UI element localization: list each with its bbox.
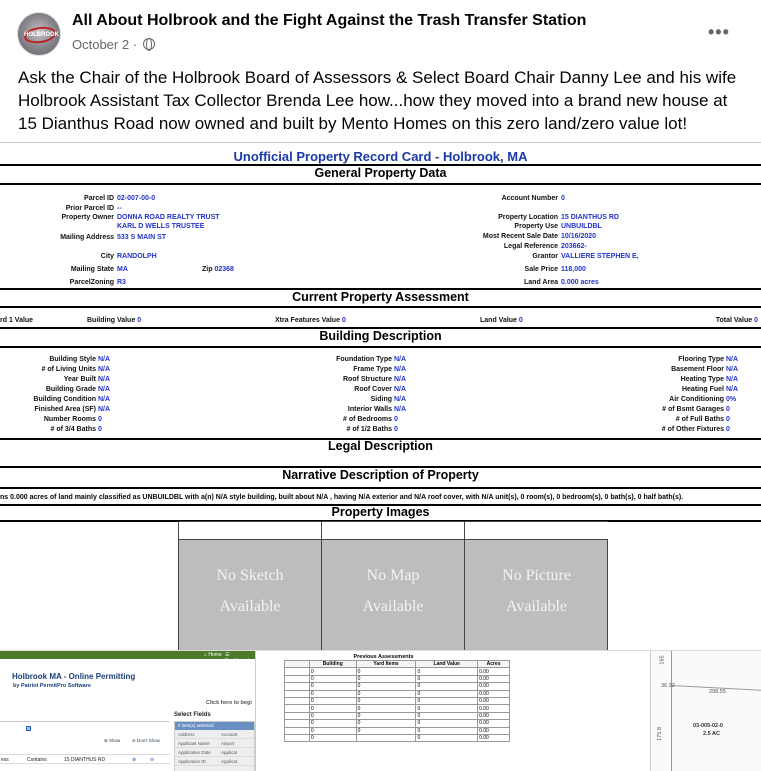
group-name-link[interactable]: All About Holbrook and the Fight Against the Trash Transfer Station: [72, 12, 587, 29]
table-cell: [285, 675, 310, 682]
prev-assess-header: Yard Items: [356, 661, 416, 668]
permitting-screenshot[interactable]: [0, 651, 255, 771]
table-cell: 0.00: [478, 683, 510, 690]
prev-assess-header: Acres: [478, 661, 510, 668]
table-cell: 0.00: [478, 734, 510, 741]
zip-field: [202, 266, 234, 273]
field-label: Zip: [202, 266, 213, 273]
field-value: 0: [341, 317, 346, 324]
section-images: Property Images: [331, 505, 430, 519]
field-label: Legal Reference: [503, 243, 558, 250]
field-value: N/A: [98, 406, 111, 413]
field-value: N/A: [726, 356, 739, 363]
section-assessment: Current Property Assessment: [292, 290, 469, 304]
table-cell: 0: [309, 697, 356, 704]
prev-assess-title: Previous Assessments: [353, 654, 414, 660]
group-avatar[interactable]: [17, 12, 61, 56]
field-value: N/A: [394, 376, 407, 383]
panel-row: [175, 739, 254, 748]
panel-row-b: Applicat: [221, 750, 238, 755]
search-row: [0, 754, 170, 764]
card-title: Unofficial Property Record Card - Holbrook, MA: [233, 149, 528, 164]
table-cell: 0: [416, 734, 478, 741]
field-value: KARL D WELLS TRUSTEE: [117, 223, 205, 230]
field-label: City: [100, 253, 114, 260]
assessment-field: [716, 317, 758, 324]
field-value: 0: [754, 317, 758, 324]
table-cell: [285, 697, 310, 704]
field-label: Sale Price: [524, 266, 558, 273]
post-header: [0, 0, 761, 60]
field-label: # of Bedrooms: [342, 416, 392, 423]
table-cell: 0: [416, 683, 478, 690]
table-cell: 0: [309, 712, 356, 719]
map-label: 36.32: [661, 683, 675, 689]
panel-row-b: Airport: [221, 741, 235, 746]
panel-row-a: Applicant Name: [178, 741, 210, 746]
field-label: # of 3/4 Baths: [50, 426, 96, 433]
post-date[interactable]: [72, 37, 155, 52]
show-label: ⊕ Show: [104, 738, 121, 743]
table-cell: 0: [416, 705, 478, 712]
table-cell: 0.00: [478, 675, 510, 682]
field-value: 0%: [726, 396, 737, 403]
assessment-field: [275, 317, 346, 324]
table-cell: 0.00: [478, 690, 510, 697]
field-value: N/A: [726, 366, 739, 373]
field-label: Most Recent Sale Date: [482, 233, 558, 240]
field-value: N/A: [394, 356, 407, 363]
field-label: Building Value: [87, 317, 136, 324]
table-cell: 0: [356, 690, 416, 697]
table-cell: 0.00: [478, 697, 510, 704]
table-cell: 0: [356, 697, 416, 704]
no-map-image: [322, 522, 465, 654]
assessment-field: [87, 317, 141, 324]
permitting-title: Holbrook MA - Online Permitting: [12, 672, 136, 681]
field-label: Xtra Features Value: [275, 317, 340, 324]
map-parcel-area: 2.5 AC: [703, 731, 720, 737]
table-row: [285, 668, 510, 675]
field-label: ParcelZoning: [69, 279, 114, 286]
field-value: N/A: [726, 376, 739, 383]
field-value: DONNA ROAD REALTY TRUST: [117, 214, 220, 221]
field-value: 0: [726, 406, 730, 413]
img-label-line2: Available: [505, 598, 567, 615]
table-cell: 0: [309, 675, 356, 682]
attached-images-row: [0, 650, 761, 771]
panel-header: # item(s) selected: [175, 722, 254, 730]
table-row: [285, 675, 510, 682]
table-cell: 0.00: [478, 705, 510, 712]
panel-row-a: Address: [178, 732, 195, 737]
table-cell: [285, 683, 310, 690]
img-label-line2: Available: [362, 598, 424, 615]
field-value: N/A: [394, 396, 407, 403]
parcel-line: [671, 651, 672, 771]
field-value: N/A: [394, 386, 407, 393]
field-value: 0: [518, 317, 523, 324]
img-label-line2: Available: [219, 598, 281, 615]
table-cell: 0: [356, 720, 416, 727]
field-value: VALLIERE STEPHEN E,: [561, 253, 639, 260]
field-label: Flooring Type: [678, 356, 724, 363]
field-value: N/A: [394, 406, 407, 413]
field-value: 0: [394, 426, 398, 433]
table-cell: 0: [356, 668, 416, 675]
table-cell: [285, 668, 310, 675]
table-cell: 0: [309, 705, 356, 712]
no-sketch-image: [179, 522, 322, 654]
nav-home: ⌂ Home: [204, 652, 222, 658]
field-label: Grantor: [532, 253, 558, 260]
field-value: 0: [394, 416, 398, 423]
field-label: Building Condition: [33, 396, 96, 403]
table-cell: 0: [356, 705, 416, 712]
divider: [0, 346, 761, 348]
table-cell: 0: [309, 734, 356, 741]
divider: [0, 183, 761, 185]
section-narrative: Narrative Description of Property: [282, 468, 479, 482]
field-label: Mailing Address: [60, 234, 114, 241]
section-legal: Legal Description: [328, 439, 433, 453]
field-label: Property Use: [514, 223, 558, 230]
field-value: N/A: [726, 386, 739, 393]
field-value: 0: [98, 426, 102, 433]
field-value: N/A: [98, 376, 111, 383]
prev-assess-table: [284, 660, 510, 742]
field-value: 118,000: [561, 266, 586, 273]
field-label: Interior Walls: [347, 406, 392, 413]
field-value: 0: [726, 426, 730, 433]
table-cell: 0: [416, 697, 478, 704]
table-cell: [285, 734, 310, 741]
table-cell: 0: [356, 712, 416, 719]
no-picture-image: [465, 522, 608, 654]
field-label: Building Grade: [45, 386, 96, 393]
field-label: Parcel ID: [84, 195, 114, 202]
field-label: Foundation Type: [336, 356, 392, 363]
field-label: Prior Parcel ID: [65, 205, 114, 212]
field-value: N/A: [98, 386, 111, 393]
field-value: RANDOLPH: [117, 253, 157, 260]
field-value: --: [117, 205, 122, 212]
table-cell: 0: [416, 668, 478, 675]
field-label: Property Owner: [61, 214, 114, 221]
field-value: 10/16/2020: [561, 233, 597, 240]
field-label: Mailing State: [70, 266, 114, 273]
field-value: UNBUILDBL: [561, 223, 602, 230]
field-label: Siding: [370, 396, 392, 403]
field-label: Heating Fuel: [681, 386, 724, 393]
map-parcel-id: 03-005-02-0: [693, 723, 723, 729]
panel-row-a: Application ID: [178, 759, 206, 764]
previous-assessments-screenshot[interactable]: [255, 651, 510, 771]
prev-assess-header: Land Value: [416, 661, 478, 668]
table-cell: 0.00: [478, 720, 510, 727]
permitting-subtitle: by Patriot PermitPro Software: [13, 683, 91, 689]
field-label: rd 1 Value: [0, 317, 34, 324]
table-row: [285, 720, 510, 727]
field-label: Land Area: [524, 279, 558, 286]
field-value: MA: [117, 266, 128, 273]
table-cell: 0: [309, 727, 356, 734]
table-cell: 0: [356, 727, 416, 734]
table-cell: 0: [309, 683, 356, 690]
table-cell: 0: [309, 668, 356, 675]
map-label: 165: [659, 655, 666, 665]
property-record-card[interactable]: [0, 142, 761, 650]
divider: [0, 487, 761, 489]
post-body: Ask the Chair of the Holbrook Board of Assessors & Select Board Chair Danny Lee and his wife Holbrook Assistant Tax Collector Brenda Lee how...how they moved into a brand new house at 15 Dianthus Road now owned and built by Mento Homes on this zero land/zero value lot!: [18, 68, 737, 133]
field-value: 0.000 acres: [561, 279, 599, 286]
map-label: 298.55: [709, 689, 726, 695]
field-value: 0: [726, 416, 730, 423]
field-label: Number Rooms: [43, 416, 96, 423]
search-value: 15 DIANTHUS RD: [64, 757, 106, 763]
field-label: Building Style: [49, 356, 96, 363]
select-fields-panel: [174, 721, 255, 771]
field-label: Roof Cover: [354, 386, 392, 393]
post-date-text: October 2 ·: [72, 37, 138, 52]
field-label: Basement Floor: [671, 366, 724, 373]
table-cell: 0.00: [478, 727, 510, 734]
assessment-field: [0, 317, 33, 324]
remove-icon: ⊖: [150, 757, 155, 763]
field-value: R3: [117, 279, 126, 286]
table-cell: [356, 734, 416, 741]
table-cell: [285, 712, 310, 719]
table-cell: 0: [356, 675, 416, 682]
img-label-line1: No Picture: [502, 567, 571, 584]
search-field: ess: [1, 757, 9, 763]
table-cell: 0.00: [478, 668, 510, 675]
field-label: Roof Structure: [343, 376, 392, 383]
field-label: Air Conditioning: [669, 396, 724, 403]
table-row: [285, 734, 510, 741]
avatar-text: HOLBROOK: [24, 32, 59, 38]
field-label: Account Number: [501, 195, 558, 202]
more-options-button[interactable]: •••: [708, 22, 730, 42]
panel-row-b: Applicat: [221, 759, 238, 764]
field-value: N/A: [98, 396, 111, 403]
panel-row: [175, 730, 254, 739]
field-label: Heating Type: [680, 376, 724, 383]
property-images: [178, 521, 608, 653]
field-label: # of Living Units: [41, 366, 96, 373]
field-value: 0: [98, 416, 102, 423]
field-label: # of 1/2 Baths: [346, 426, 392, 433]
img-label-line1: No Sketch: [216, 567, 284, 584]
table-row: [285, 705, 510, 712]
field-value: 0: [561, 195, 565, 202]
field-label: Finished Area (SF): [34, 406, 96, 413]
nav-dashboard: ☰ Dashboard: [225, 652, 250, 664]
table-cell: [285, 720, 310, 727]
parcel-map-screenshot[interactable]: [650, 651, 761, 771]
field-value: N/A: [98, 366, 111, 373]
narrative-text: ns 0.000 acres of land mainly classified as UNBUILDBL with a(n) N/A style building, built about N/A , having N/A exterior and N/A roof cover, with N/A unit(s), 0 room(s), 0 bedroom(s), 0 bath(s), 0 half bath(s).: [0, 494, 684, 501]
field-value: 203662-: [561, 243, 587, 250]
prev-assess-header: [285, 661, 310, 668]
table-cell: 0: [416, 690, 478, 697]
table-cell: [285, 690, 310, 697]
permitting-click-link: Click here to begi: [206, 700, 252, 706]
field-label: # of Full Baths: [675, 416, 724, 423]
field-value: 02368: [214, 266, 234, 273]
table-cell: 0: [356, 683, 416, 690]
table-cell: 0: [309, 720, 356, 727]
field-label: Land Value: [480, 317, 517, 324]
table-cell: 0: [416, 720, 478, 727]
field-label: Total Value: [715, 317, 753, 324]
section-building: Building Description: [319, 329, 442, 343]
panel-row-b: Account: [221, 732, 238, 737]
panel-row: [175, 748, 254, 757]
table-cell: 0: [416, 712, 478, 719]
table-cell: 0.00: [478, 712, 510, 719]
field-value: 02-007-00-0: [117, 195, 156, 202]
table-cell: 0: [416, 675, 478, 682]
table-row: [285, 712, 510, 719]
field-value: 15 DIANTHUS RD: [561, 214, 619, 221]
field-label: Property Location: [498, 214, 558, 221]
table-row: [285, 683, 510, 690]
field-label: Frame Type: [353, 366, 392, 373]
panel-row-a: Application Date: [178, 750, 211, 755]
dont-show-label: ⊖ Don't Show: [132, 738, 160, 743]
field-value: 0: [137, 317, 142, 324]
table-row: [285, 690, 510, 697]
permitting-nav-bar: [0, 651, 255, 664]
field-label: # of Bsmt Garages: [662, 406, 724, 413]
table-cell: 0: [309, 690, 356, 697]
permitting-search-form: [0, 721, 170, 771]
table-cell: [285, 705, 310, 712]
img-label-line1: No Map: [366, 567, 420, 584]
prev-assess-header: Building: [309, 661, 356, 668]
field-label: Year Built: [63, 376, 96, 383]
divider: [0, 306, 761, 308]
search-operator: Contains: [27, 757, 47, 763]
checkbox: [26, 726, 31, 731]
field-value: N/A: [394, 366, 407, 373]
globe-icon: [143, 38, 155, 50]
field-label: # of Other Fixtures: [661, 426, 724, 433]
table-cell: 0: [416, 727, 478, 734]
select-fields-label: Select Fields: [174, 712, 211, 718]
panel-row: [175, 757, 254, 766]
add-icon: ⊕: [132, 757, 137, 763]
field-value: 533 S MAIN ST: [117, 234, 167, 241]
table-row: [285, 727, 510, 734]
field-value: N/A: [98, 356, 111, 363]
table-row: [285, 697, 510, 704]
map-label: 175.8: [656, 727, 663, 741]
assessment-field: [480, 317, 523, 324]
section-general: General Property Data: [314, 166, 447, 180]
table-cell: [285, 727, 310, 734]
